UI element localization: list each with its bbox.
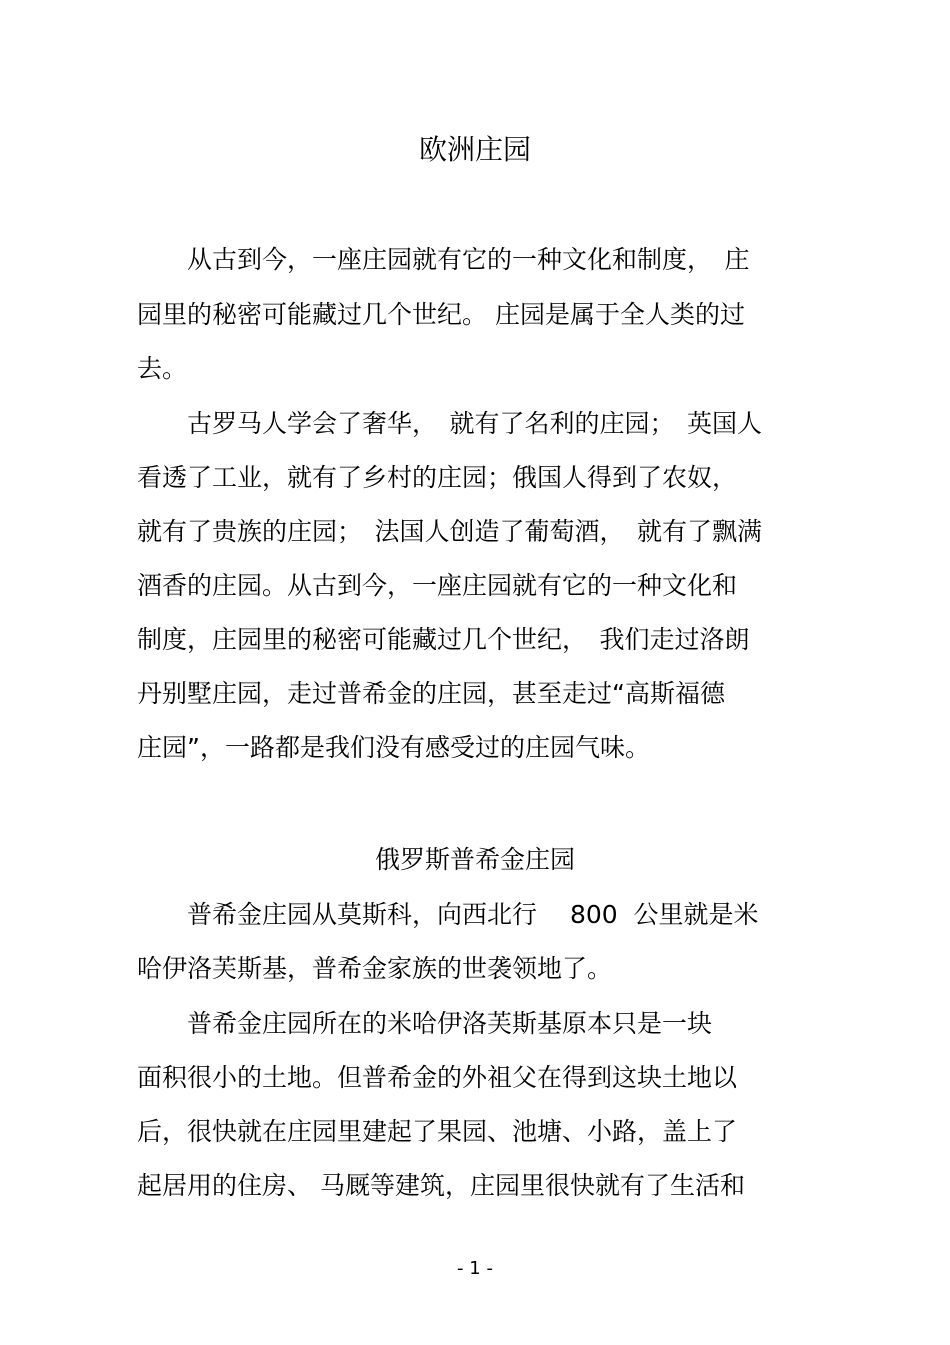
page-number: - 1 -	[457, 1258, 493, 1279]
paragraph-line: 制度，庄园里的秘密可能藏过几个世纪， 我们走过洛朗	[137, 625, 750, 654]
paragraph-line: 看透了工业，就有了乡村的庄园；俄国人得到了农奴，	[137, 463, 738, 492]
page-title: 欧洲庄园	[418, 133, 531, 166]
paragraph-line: 园里的秘密可能藏过几个世纪。 庄园是属于全人类的过	[137, 300, 745, 329]
paragraph-line: 起居用的住房、 马厩等建筑，庄园里很快就有了生活和	[137, 1171, 745, 1200]
paragraph-line: 酒香的庄园。从古到今，一座庄园就有它的一种文化和	[137, 571, 738, 600]
paragraph-line: 丹别墅庄园，走过普希金的庄园，甚至走过“高斯福德	[137, 679, 725, 708]
paragraph-line: 面积很小的土地。但普希金的外祖父在得到这块土地以	[137, 1063, 738, 1092]
section-title: 俄罗斯普希金庄园	[374, 845, 575, 874]
paragraph-line: 庄园”，一路都是我们没有感受过的庄园气味。	[137, 733, 650, 762]
paragraph-line: 哈伊洛芙斯基，普希金家族的世袭领地了。	[137, 954, 613, 983]
paragraph-line: 去。	[137, 354, 188, 383]
paragraph-line: 后，很快就在庄园里建起了果园、池塘、小路，盖上了	[137, 1117, 738, 1146]
paragraph-line: 从古到今，一座庄园就有它的一种文化和制度， 庄	[137, 245, 750, 274]
paragraph-line: 古罗马人学会了奢华， 就有了名利的庄园； 英国人	[137, 409, 763, 438]
paragraph-line: 普希金庄园从莫斯科，向西北行 800 公里就是米	[137, 900, 759, 929]
paragraph-line: 普希金庄园所在的米哈伊洛芙斯基原本只是一块	[137, 1009, 713, 1038]
paragraph-line: 就有了贵族的庄园； 法国人创造了葡萄酒， 就有了飘满	[137, 517, 763, 546]
